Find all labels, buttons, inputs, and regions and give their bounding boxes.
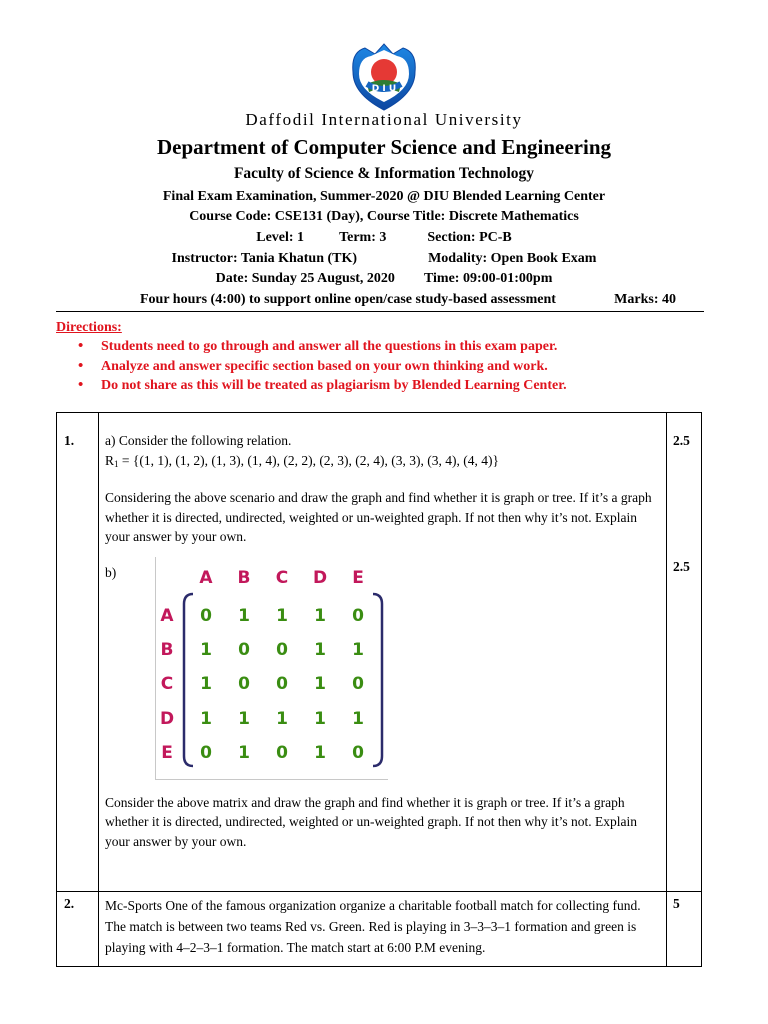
- duration: Four hours (4:00) to support online open/case study-based assessment: [140, 292, 556, 307]
- question-number: 1.: [57, 413, 99, 892]
- svg-text:D I U: D I U: [371, 84, 397, 94]
- university-logo: [345, 42, 423, 112]
- marks-cell: [667, 413, 702, 892]
- question-content: Mc-Sports One of the famous organization organize a charitable football match for collecting fund. The match is between two teams Red vs. Green. Red is playing in 3–3–3–1 formation and green is playing with 4–2–3–1 formation. The match start at 6:00 P.M evening.: [99, 892, 667, 967]
- matrix-cell: 1: [200, 708, 212, 729]
- level-term-section: [0, 230, 768, 246]
- part-a-intro: a) Consider the following relation.: [105, 433, 292, 448]
- matrix-row-label: A: [160, 605, 174, 626]
- questions-table: [56, 412, 702, 967]
- matrix-cell: 0: [352, 742, 364, 763]
- question-content: [99, 413, 667, 892]
- instructor: Instructor: Tania Khatun (TK): [171, 251, 358, 266]
- exam-time: Time: 09:00-01:00pm: [423, 271, 553, 286]
- matrix-cell: 0: [276, 742, 288, 763]
- matrix-cell: 1: [352, 639, 364, 660]
- modality: Modality: Open Book Exam: [428, 251, 597, 266]
- faculty-name: Faculty of Science & Information Technology: [233, 165, 535, 182]
- matrix-cell: 1: [200, 639, 212, 660]
- direction-item: • Analyze and answer specific section based on your own thinking and work.: [56, 357, 716, 377]
- matrix-cell: 1: [238, 605, 250, 626]
- exam-date: Date: Sunday 25 August, 2020: [215, 271, 395, 286]
- matrix-cell: 1: [276, 605, 288, 626]
- matrix-cell: 1: [314, 605, 326, 626]
- matrix-cell: 0: [238, 639, 250, 660]
- part-b-marks: 2.5: [673, 559, 690, 574]
- part-a-text: Considering the above scenario and draw the graph and find whether it is graph or tree. If it’s a graph whether it is directed, undirected, weighted or un-weighted graph. If not then why it’s not. Explain your answer by your own.: [105, 490, 652, 544]
- matrix-cell: 0: [200, 605, 212, 626]
- matrix-column-label: B: [237, 567, 251, 588]
- matrix-cell: 1: [314, 639, 326, 660]
- matrix-column-label: E: [352, 567, 364, 588]
- exam-title: Final Exam Examination, Summer-2020 @ DIU Blended Learning Center: [162, 189, 606, 204]
- matrix-column-label: C: [275, 567, 289, 588]
- matrix-cell: 0: [276, 639, 288, 660]
- relation-prefix: R: [105, 452, 115, 468]
- question-marks: 5: [673, 896, 680, 911]
- total-marks: Marks: 40: [614, 292, 676, 307]
- matrix-column-label: A: [199, 567, 213, 588]
- question-row: [57, 892, 702, 967]
- relation: [105, 451, 660, 475]
- part-a-marks: 2.5: [673, 433, 690, 448]
- matrix-cell: 1: [352, 708, 364, 729]
- department-title: Department of Computer Science and Engineering: [157, 135, 611, 159]
- level: Level: 1: [256, 230, 305, 245]
- matrix-row-label: B: [160, 639, 174, 660]
- question-row: [57, 413, 702, 892]
- matrix-row-label: D: [159, 708, 175, 729]
- matrix-cell: 0: [276, 673, 288, 694]
- relation-subscript: 1: [114, 458, 119, 469]
- direction-item: • Do not share as this will be treated as plagiarism by Blended Learning Center.: [56, 376, 716, 396]
- matrix-cell: 1: [238, 742, 250, 763]
- date-time: [0, 271, 768, 287]
- matrix-row-label: C: [160, 673, 174, 694]
- direction-item: • Students need to go through and answer all the questions in this exam paper.: [56, 337, 716, 357]
- section: Section: PC-B: [427, 230, 512, 245]
- matrix-cell: 1: [200, 673, 212, 694]
- matrix-cell: 1: [238, 708, 250, 729]
- matrix-cell: 1: [276, 708, 288, 729]
- term: Term: 3: [339, 230, 387, 245]
- matrix-cell: 1: [314, 708, 326, 729]
- adjacency-matrix: [155, 557, 389, 781]
- matrix-cell: 1: [314, 742, 326, 763]
- part-b: [105, 561, 660, 793]
- matrix-cell: 0: [200, 742, 212, 763]
- matrix-cell: 0: [352, 605, 364, 626]
- left-bracket: [181, 592, 195, 768]
- marks-cell: [667, 892, 702, 967]
- right-bracket: [371, 592, 385, 768]
- part-b-text: Consider the above matrix and draw the graph and find whether it is graph or tree. If it’s a graph whether it is directed, undirected, weighted or un-weighted graph. If not then why it’s not. Explain your answer by your own.: [105, 794, 637, 849]
- matrix-cell: 0: [238, 673, 250, 694]
- matrix-row-label: E: [161, 742, 173, 763]
- directions-list: [56, 337, 716, 396]
- question-number: 2.: [57, 892, 99, 967]
- directions: [56, 320, 716, 396]
- matrix-column-label: D: [312, 567, 328, 588]
- instructor-modality: [0, 251, 768, 267]
- matrix-cell: 0: [352, 673, 364, 694]
- directions-title: Directions:: [56, 320, 122, 335]
- relation-body: = {(1, 1), (1, 2), (1, 3), (1, 4), (2, 2), (2, 3), (2, 4), (3, 3), (3, 4), (4, 4)}: [118, 452, 500, 468]
- duration-marks: [140, 292, 680, 308]
- part-b-label: b): [105, 564, 117, 580]
- matrix-cell: 1: [314, 673, 326, 694]
- course-info: Course Code: CSE131 (Day), Course Title: Discrete Mathematics: [189, 209, 579, 224]
- header-divider: [56, 311, 704, 312]
- university-name: Daffodil International University: [245, 110, 523, 129]
